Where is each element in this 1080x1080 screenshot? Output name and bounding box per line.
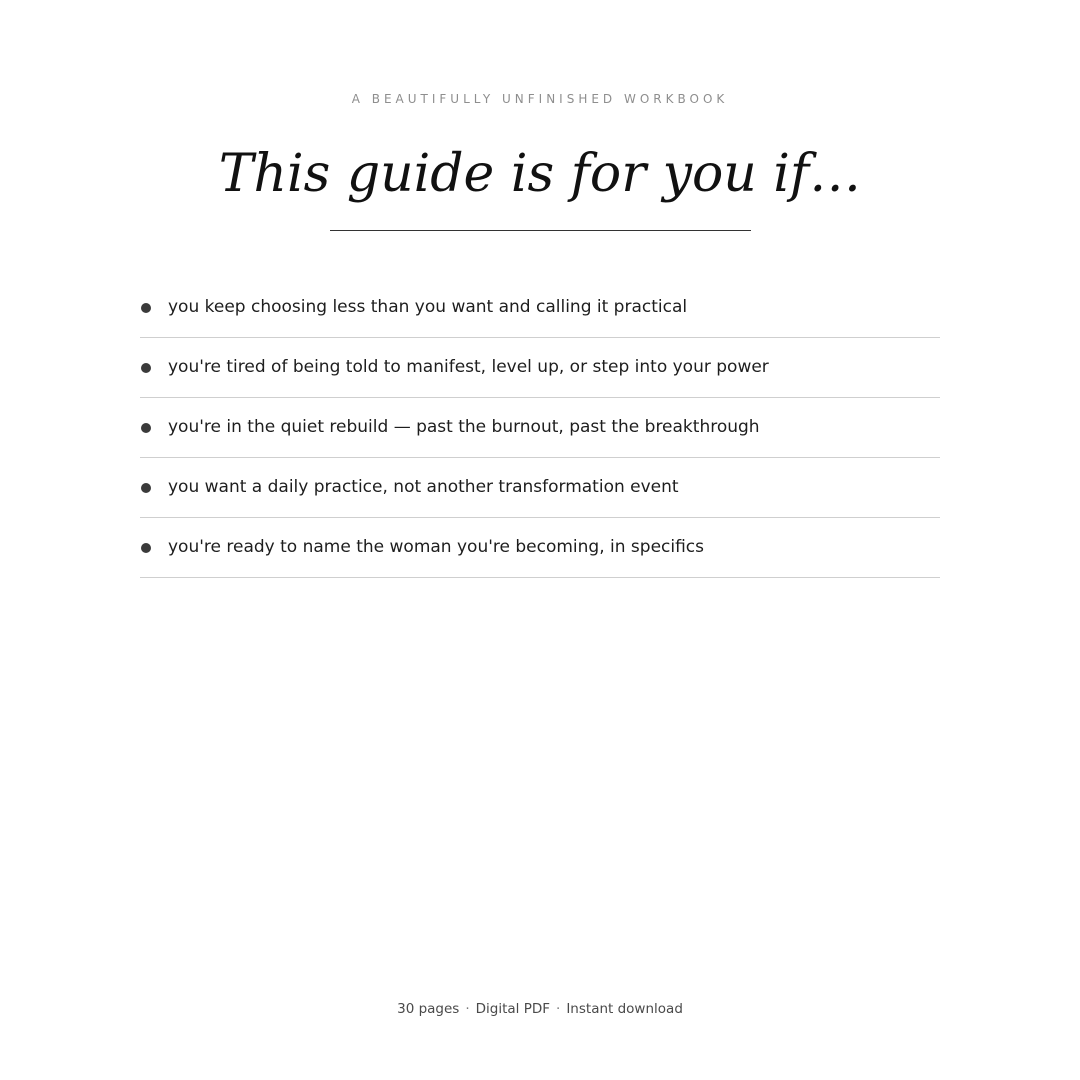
delivery-method: Instant download xyxy=(566,1001,683,1017)
list-item xyxy=(140,518,940,578)
separator: · xyxy=(556,1001,561,1017)
eyebrow-tagline: A BEAUTIFULLY UNFINISHED WORKBOOK xyxy=(351,92,729,106)
page-title: This guide is for you if… xyxy=(218,144,862,204)
list-item-text: you're in the quiet rebuild — past the burnout, past the breakthrough xyxy=(168,417,760,437)
list-item xyxy=(140,338,940,398)
title-divider xyxy=(330,230,751,231)
product-details xyxy=(0,1000,1080,1018)
bullet-dot-icon xyxy=(141,543,151,553)
list-item xyxy=(140,458,940,518)
list-item-text: you're ready to name the woman you're becoming, in specifics xyxy=(168,537,705,557)
list-item xyxy=(140,278,940,338)
bullet-dot-icon xyxy=(141,303,151,313)
audience-list xyxy=(140,278,940,578)
separator: · xyxy=(465,1001,470,1017)
file-format: Digital PDF xyxy=(475,1001,551,1017)
list-item xyxy=(140,398,940,458)
bullet-dot-icon xyxy=(141,423,151,433)
page-count: 30 pages xyxy=(397,1001,460,1017)
list-item-text: you keep choosing less than you want and calling it practical xyxy=(168,297,688,317)
list-item-text: you want a daily practice, not another transformation event xyxy=(168,477,679,497)
bullet-dot-icon xyxy=(141,363,151,373)
bullet-dot-icon xyxy=(141,483,151,493)
list-item-text: you're tired of being told to manifest, level up, or step into your power xyxy=(168,357,769,377)
